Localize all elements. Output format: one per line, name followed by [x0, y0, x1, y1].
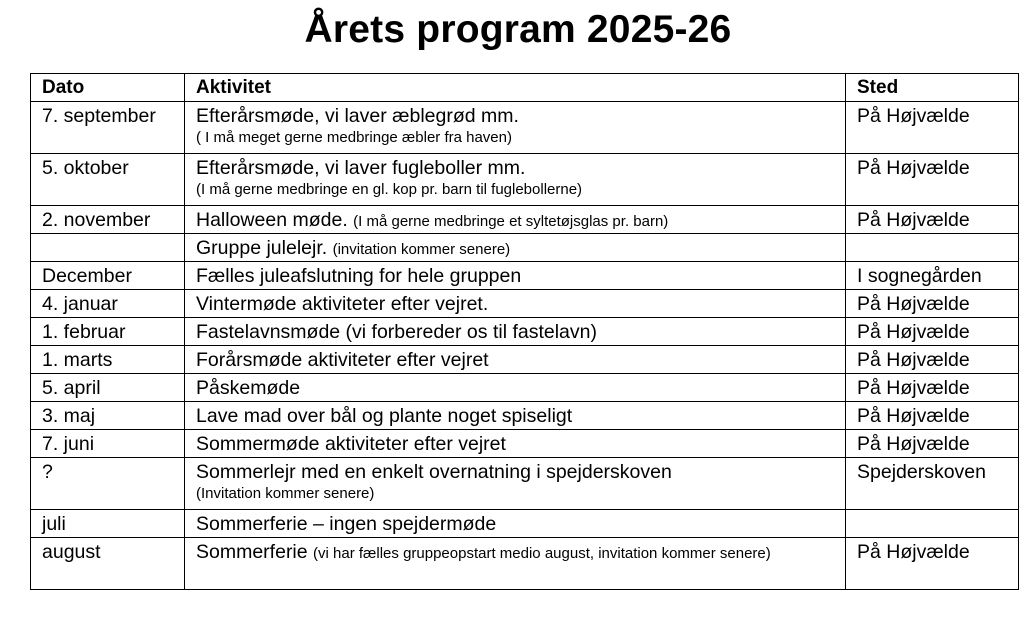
table-row: [31, 262, 1019, 290]
cell-place: [846, 510, 1019, 538]
activity-note: (I må gerne medbringe en gl. kop pr. barn til fuglebollerne): [196, 181, 583, 198]
cell-date: 1. marts: [31, 346, 185, 374]
activity-note: (Invitation kommer senere): [196, 485, 375, 502]
cell-activity: [185, 234, 846, 262]
cell-date: 7. juni: [31, 430, 185, 458]
table-row: [31, 346, 1019, 374]
column-header-place: Sted: [846, 74, 1019, 102]
cell-date: juli: [31, 510, 185, 538]
table-row: [31, 234, 1019, 262]
cell-place: På Højvælde: [846, 206, 1019, 234]
cell-activity: [185, 346, 846, 374]
cell-date: December: [31, 262, 185, 290]
cell-date: 1. februar: [31, 318, 185, 346]
cell-place: På Højvælde: [846, 538, 1019, 590]
table-row: [31, 102, 1019, 154]
table-row: [31, 290, 1019, 318]
activity-text: Efterårsmøde, vi laver æblegrød mm.: [196, 105, 519, 127]
activity-text: Fælles juleafslutning for hele gruppen: [196, 265, 522, 287]
table-row: [31, 402, 1019, 430]
table-row: [31, 430, 1019, 458]
cell-activity: [185, 538, 846, 590]
table-row: [31, 458, 1019, 510]
table-header-row: [31, 74, 1019, 102]
cell-activity: [185, 262, 846, 290]
cell-place: [846, 234, 1019, 262]
activity-note: (invitation kommer senere): [332, 241, 511, 258]
cell-activity: [185, 206, 846, 234]
cell-date: [31, 234, 185, 262]
cell-activity: [185, 458, 846, 510]
page-title: Årets program 2025-26: [304, 8, 732, 51]
activity-text: Påskemøde: [196, 377, 301, 399]
cell-place: På Højvælde: [846, 102, 1019, 154]
cell-date: 5. oktober: [31, 154, 185, 206]
cell-date: 5. april: [31, 374, 185, 402]
activity-text: Vintermøde aktiviteter efter vejret.: [196, 293, 489, 315]
activity-text: Lave mad over bål og plante noget spiseligt: [196, 405, 573, 427]
cell-place: På Højvælde: [846, 374, 1019, 402]
table-row: [31, 538, 1019, 590]
activity-note: (vi har fælles gruppeopstart medio august, invitation kommer senere): [313, 545, 771, 562]
cell-date: 2. november: [31, 206, 185, 234]
cell-activity: [185, 290, 846, 318]
cell-date: 3. maj: [31, 402, 185, 430]
cell-date: 7. september: [31, 102, 185, 154]
cell-activity: [185, 102, 846, 154]
activity-text: Halloween møde.: [196, 209, 348, 231]
activity-text: Gruppe julelejr.: [196, 237, 328, 259]
activity-text: Sommerferie: [196, 541, 308, 563]
column-header-activity: Aktivitet: [185, 74, 846, 102]
program-table: [30, 73, 1019, 590]
activity-note: (I må gerne medbringe et syltetøjsglas pr. barn): [353, 213, 669, 230]
cell-activity: [185, 430, 846, 458]
activity-text: Fastelavnsmøde (vi forbereder os til fastelavn): [196, 321, 597, 343]
cell-activity: [185, 402, 846, 430]
table-row: [31, 510, 1019, 538]
table-row: [31, 318, 1019, 346]
cell-activity: [185, 154, 846, 206]
cell-place: Spejderskoven: [846, 458, 1019, 510]
cell-activity: [185, 318, 846, 346]
cell-place: På Højvælde: [846, 290, 1019, 318]
cell-date: 4. januar: [31, 290, 185, 318]
activity-text: Forårsmøde aktiviteter efter vejret: [196, 349, 489, 371]
cell-place: På Højvælde: [846, 154, 1019, 206]
cell-date: ?: [31, 458, 185, 510]
cell-place: På Højvælde: [846, 402, 1019, 430]
table-row: [31, 374, 1019, 402]
cell-place: I sognegården: [846, 262, 1019, 290]
cell-activity: [185, 510, 846, 538]
cell-place: På Højvælde: [846, 430, 1019, 458]
activity-text: Efterårsmøde, vi laver fugleboller mm.: [196, 157, 526, 179]
activity-text: Sommermøde aktiviteter efter vejret: [196, 433, 506, 455]
activity-note: ( I må meget gerne medbringe æbler fra haven): [196, 129, 512, 146]
program-table-body: [31, 102, 1019, 590]
activity-text: Sommerferie – ingen spejdermøde: [196, 513, 497, 535]
table-row: [31, 206, 1019, 234]
activity-text: Sommerlejr med en enkelt overnatning i spejderskoven: [196, 461, 672, 483]
cell-date: august: [31, 538, 185, 590]
cell-place: På Højvælde: [846, 318, 1019, 346]
cell-place: På Højvælde: [846, 346, 1019, 374]
column-header-date: Dato: [31, 74, 185, 102]
table-row: [31, 154, 1019, 206]
cell-activity: [185, 374, 846, 402]
